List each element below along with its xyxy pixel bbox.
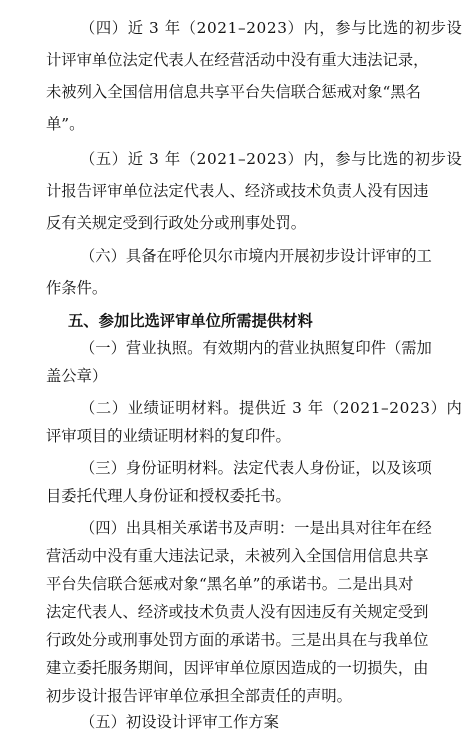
section-heading: 五、参加比选评审单位所需提供材料	[68, 312, 313, 330]
text-line: （四）出具相关承诺书及声明：一是出具对往年在经	[80, 519, 432, 537]
text-line: 行政处分或刑事处罚方面的承诺书。三是出具在与我单位	[46, 631, 429, 649]
text-line: 评审项目的业绩证明材料的复印件。	[46, 427, 291, 445]
text-line: 计评审单位法定代表人在经营活动中没有重大违法记录，	[46, 51, 429, 69]
text-line: （三）身份证明材料。法定代表人身份证，以及该项	[80, 459, 432, 477]
text-line: （二）业绩证明材料。提供近 3 年（2021–2023）内	[80, 399, 463, 417]
text-line: 单”。	[46, 115, 85, 133]
text-line: （一）营业执照。有效期内的营业执照复印件（需加	[80, 339, 432, 357]
text-line: 计报告评审单位法定代表人、经济或技术负责人没有因违	[46, 182, 429, 200]
text-line: 作条件。	[46, 279, 108, 297]
text-line: 盖公章）	[46, 367, 108, 385]
text-line: （四）近 3 年（2021–2023）内，参与比选的初步设	[80, 19, 463, 37]
text-line: 建立委托服务期间，因评审单位原因造成的一切损失，由	[46, 659, 429, 677]
text-line: 未被列入全国信用信息共享平台失信联合惩戒对象“黑名	[46, 83, 421, 101]
text-line: 法定代表人、经济或技术负责人没有因违反有关规定受到	[46, 603, 429, 621]
text-line: 反有关规定受到行政处分或刑事处罚。	[46, 214, 307, 232]
text-line: （五）初设设计评审工作方案	[80, 713, 279, 731]
text-line: 初步设计报告评审单位承担全部责任的声明。	[46, 687, 352, 705]
text-line: 营活动中没有重大违法记录，未被列入全国信用信息共享	[46, 547, 429, 565]
text-line: 平台失信联合惩戒对象“黑名单”的承诺书。二是出具对	[46, 575, 414, 593]
text-line: （六）具备在呼伦贝尔市境内开展初步设计评审的工	[80, 247, 432, 265]
text-line: （五）近 3 年（2021–2023）内，参与比选的初步设	[80, 150, 463, 168]
text-line: 目委托代理人身份证和授权委托书。	[46, 487, 291, 505]
